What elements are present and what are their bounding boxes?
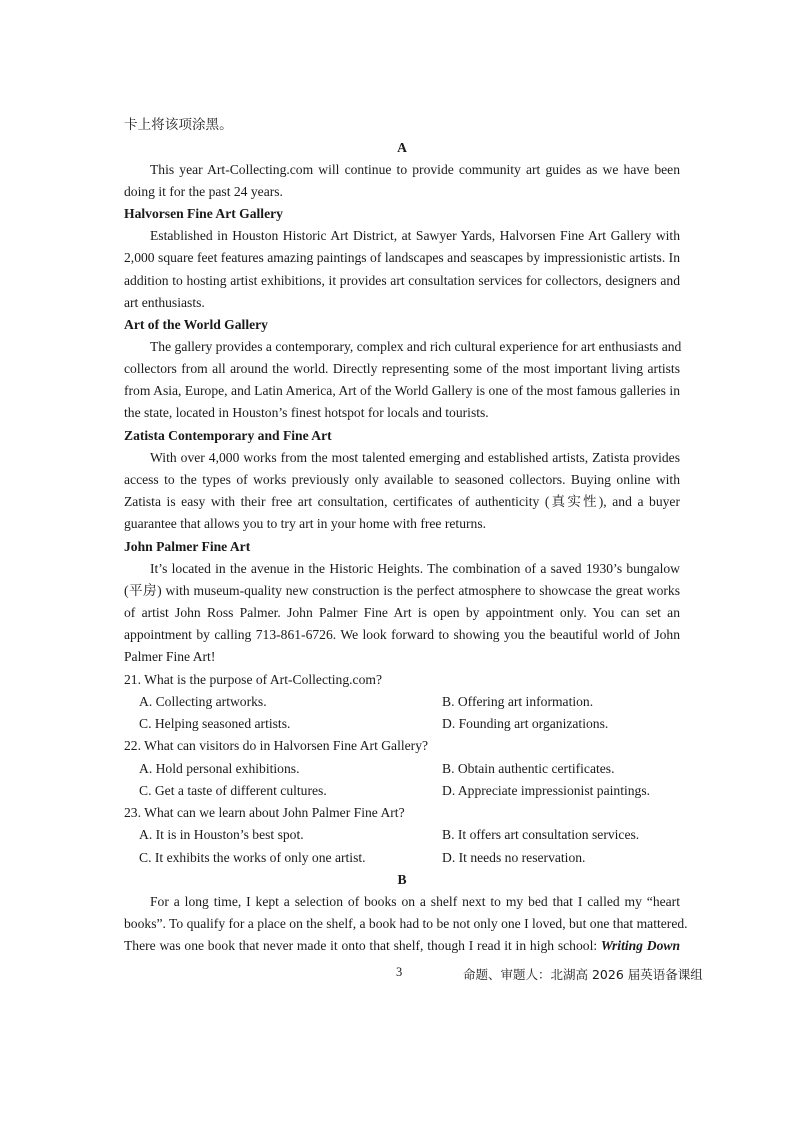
option-21-a: A. Collecting artworks. [139,694,267,709]
passage-b-line-2: books”. To qualify for a place on the shelf, a book had to be not only one I loved, but one that mattered. [124,916,688,931]
gallery-text: Established in Houston Historic Art District, at Sawyer Yards, Halvorsen Fine Art Gallery with [150,228,680,243]
gallery-text: The gallery provides a contemporary, complex and rich cultural experience for art enthusiasts and [150,339,682,354]
gallery-text: guarantee that allows you to try art in your home with free returns. [124,516,487,531]
book-title: Writing Down [600,938,681,953]
footer-credit: 命题、审题人：北湖高 2026 届英语备课组 [463,967,703,982]
option-22-a: A. Hold personal exhibitions. [139,761,300,776]
intro-line-2: doing it for the past 24 years. [124,184,283,199]
option-22-c: C. Get a taste of different cultures. [139,783,327,798]
question-23: 23. What can we learn about John Palmer Fine Art? [124,805,405,820]
gallery-text: collectors from all around the world. Directly representing some of the most important living artists [124,361,680,376]
gallery-heading-john-palmer: John Palmer Fine Art [124,539,251,554]
option-23-c: C. It exhibits the works of only one artist. [139,850,366,865]
gallery-heading-art-of-the-world: Art of the World Gallery [124,317,268,332]
gallery-text: appointment by calling 713-861-6726. We look forward to showing you the beautiful world of John [124,627,680,642]
gallery-text: Zatista is easy with their free art consultation, certificates of authenticity (真实性), and a buyer [124,494,680,509]
gallery-text: (平房) with museum-quality new construction is the perfect atmosphere to showcase the great works [124,583,680,598]
gallery-text: 2,000 square feet features amazing paintings of landscapes and seascapes by impressionistic artists. In [124,250,680,265]
gallery-text: With over 4,000 works from the most talented emerging and established artists, Zatista provides [150,450,680,465]
page-number: 3 [396,965,403,979]
gallery-text: of artist John Ross Palmer. John Palmer Fine Art is open by appointment only. You can set an [124,605,680,620]
gallery-text: Palmer Fine Art! [124,649,216,664]
option-22-b: B. Obtain authentic certificates. [442,761,615,776]
gallery-heading-zatista: Zatista Contemporary and Fine Art [124,428,332,443]
option-22-d: D. Appreciate impressionist paintings. [442,783,651,798]
gallery-text: It’s located in the avenue in the Historic Heights. The combination of a saved 1930’s bungalow [150,561,680,576]
top-line: 卡上将该项涂黑。 [124,117,233,132]
gallery-text: art enthusiasts. [124,295,205,310]
section-b-heading: B [397,872,407,887]
option-21-b: B. Offering art information. [442,694,594,709]
gallery-text: from Asia, Europe, and Latin America, Art of the World Gallery is one of the most famous galleries in [124,383,680,398]
gallery-text: addition to hosting artist exhibitions, it provides art consultation services for collectors, designers and [124,273,680,288]
passage-b-line-3 [124,937,680,955]
intro-line-1: This year Art-Collecting.com will continue to provide community art guides as we have been [150,162,680,177]
option-23-a: A. It is in Houston’s best spot. [139,827,304,842]
question-22: 22. What can visitors do in Halvorsen Fine Art Gallery? [124,738,429,753]
gallery-text: access to the types of works previously only available to seasoned collectors. Buying online with [124,472,680,487]
option-21-d: D. Founding art organizations. [442,716,609,731]
question-21: 21. What is the purpose of Art-Collecting.com? [124,672,382,687]
section-a-heading: A [397,140,407,155]
option-21-c: C. Helping seasoned artists. [139,716,291,731]
option-23-b: B. It offers art consultation services. [442,827,640,842]
gallery-text: the state, located in Houston’s finest hotspot for locals and tourists. [124,405,489,420]
gallery-heading-halvorsen: Halvorsen Fine Art Gallery [124,206,283,221]
passage-b-line-3-text: There was one book that never made it onto that shelf, though I read it in high school: [124,938,601,953]
option-23-d: D. It needs no reservation. [442,850,586,865]
passage-b-line-1: For a long time, I kept a selection of books on a shelf next to my bed that I called my “heart [150,894,680,909]
